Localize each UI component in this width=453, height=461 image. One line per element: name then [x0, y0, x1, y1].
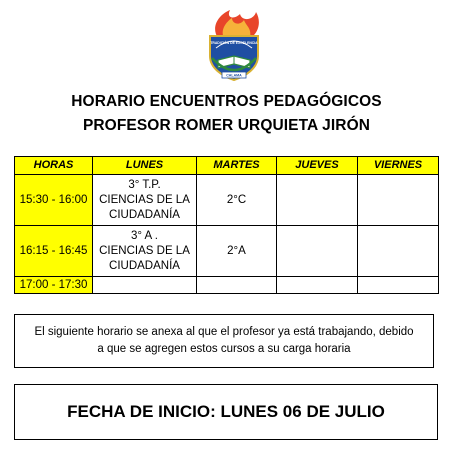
lunes-cell [93, 175, 197, 226]
subject-label: CIENCIAS DE LA [99, 244, 190, 257]
table-row [15, 175, 439, 226]
table-row [15, 226, 439, 277]
martes-cell: 2°A [197, 226, 277, 277]
viernes-cell [358, 226, 439, 277]
teacher-name: PROFESOR ROMER URQUIETA JIRÓN [82, 117, 371, 134]
column-header-horas: HORAS [15, 157, 93, 175]
jueves-cell [277, 226, 358, 277]
subject-label: CIENCIAS DE LA [99, 193, 190, 206]
hour-cell: 17:00 - 17:30 [15, 277, 93, 294]
lunes-cell [93, 277, 197, 294]
lunes-cell [93, 226, 197, 277]
column-header-martes: MARTES [197, 157, 277, 175]
hour-cell: 15:30 - 16:00 [15, 175, 93, 226]
martes-cell [197, 277, 277, 294]
course-label: 3° T.P. [128, 178, 161, 191]
jueves-cell [277, 277, 358, 294]
column-header-jueves: JUEVES [277, 157, 358, 175]
course-label: 3° A . [131, 229, 158, 242]
subject-label: CIUDADANÍA [109, 208, 180, 221]
table-header-row [15, 157, 439, 175]
martes-cell: 2°C [197, 175, 277, 226]
note-line: a que se agregen estos cursos a su carga horaria [97, 343, 351, 355]
logo-arc-text: TRADICIÓN DE EXCELENCIA [210, 41, 258, 45]
subject-label: CIUDADANÍA [109, 259, 180, 272]
logo-base-text: CALAMA [226, 73, 242, 78]
page-title: HORARIO ENCUENTROS PEDAGÓGICOS [71, 93, 382, 110]
column-header-lunes: LUNES [93, 157, 197, 175]
jueves-cell [277, 175, 358, 226]
note-box [14, 314, 434, 368]
hour-cell: 16:15 - 16:45 [15, 226, 93, 277]
viernes-cell [358, 277, 439, 294]
schedule-table [14, 156, 439, 294]
note-line: El siguiente horario se anexa al que el profesor ya está trabajando, debido [34, 326, 414, 338]
start-date-box: FECHA DE INICIO: LUNES 06 DE JULIO [14, 384, 438, 440]
table-row [15, 277, 439, 294]
viernes-cell [358, 175, 439, 226]
column-header-viernes: VIERNES [358, 157, 439, 175]
school-logo [196, 8, 272, 84]
